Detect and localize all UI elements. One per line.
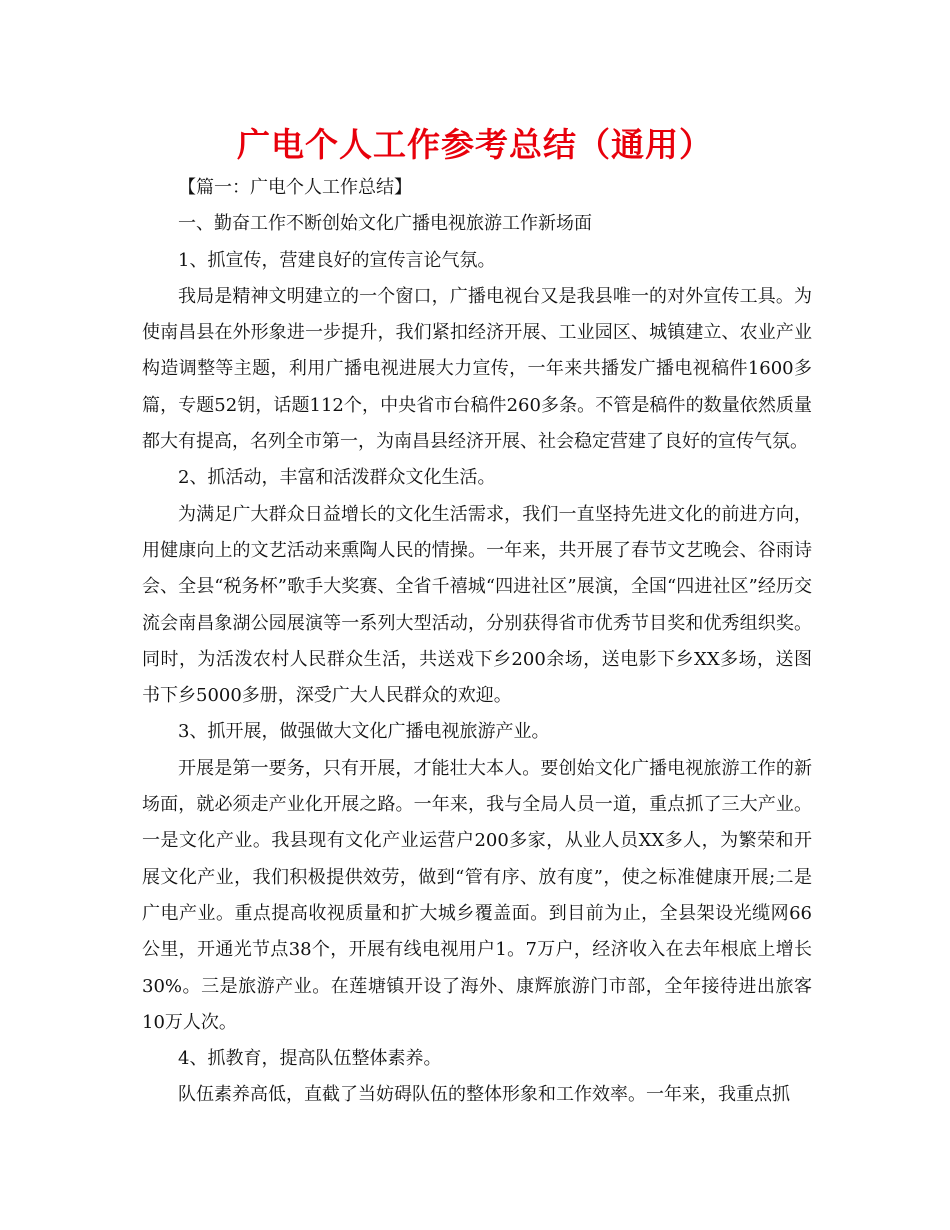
- subsection-heading: 一、勤奋工作不断创始文化广播电视旅游工作新场面: [178, 213, 592, 235]
- body-paragraph: 为满足广大群众日益增长的文化生活需求，我们一直坚持先进文化的前进方向，用健康向上的文艺活动来熏陶人民的情操。一年来，共开展了春节文艺晚会、谷雨诗会、全县“税务杯”歌手大奖赛、全省千禧城“四进社区”展演，全国“四进社区”经历交流会南昌象湖公园展演等一系列大型活动，分别获得省市优秀节目奖和优秀组织奖。同时，为活泼农村人民群众生活，共送戏下乡200余场，送电影下乡XX多场，送图书下乡5000多册，深受广大人民群众的欢迎。: [142, 503, 812, 707]
- item-heading: 1、抓宣传，营建良好的宣传言论气氛。: [178, 249, 496, 271]
- document-body: [142, 170, 812, 1114]
- item-heading: 4、抓教育，提高队伍整体素养。: [178, 1048, 442, 1070]
- item-heading: 3、抓开展，做强做大文化广播电视旅游产业。: [178, 721, 550, 743]
- body-paragraph: 开展是第一要务，只有开展，才能壮大本人。要创始文化广播电视旅游工作的新场面，就必须走产业化开展之路。一年来，我与全局人员一道，重点抓了三大产业。一是文化产业。我县现有文化产业运营户200多家，从业人员XX多人，为繁荣和开展文化产业，我们积极提供效劳，做到“管有序、放有度”，使之标准健康开展;二是广电产业。重点提高收视质量和扩大城乡覆盖面。到目前为止，全县架设光缆网66公里，开通光节点38个，开展有线电视用户1。7万户，经济收入在去年根底上增长30%。三是旅游产业。在莲塘镇开设了海外、康辉旅游门市部，全年接待进出旅客10万人次。: [142, 757, 812, 1033]
- body-paragraph: 我局是精神文明建立的一个窗口，广播电视台又是我县唯一的对外宣传工具。为使南昌县在外形象进一步提升，我们紧扣经济开展、工业园区、城镇建立、农业产业构造调整等主题，利用广播电视进展大力宣传，一年来共播发广播电视稿件1600多篇，专题52钥，话题112个，中央省市台稿件260多条。不管是稿件的数量依然质量都大有提高，名列全市第一，为南昌县经济开展、社会稳定营建了良好的宣传气氛。: [142, 285, 812, 453]
- body-paragraph: 队伍素养高低，直截了当妨碍队伍的整体形象和工作效率。一年来，我重点抓: [178, 1084, 790, 1106]
- section-heading: 【篇一：广电个人工作总结】: [178, 177, 412, 198]
- document-title: 广电个人工作参考总结（通用）: [237, 125, 713, 164]
- item-heading: 2、抓活动，丰富和活泼群众文化生活。: [178, 467, 496, 489]
